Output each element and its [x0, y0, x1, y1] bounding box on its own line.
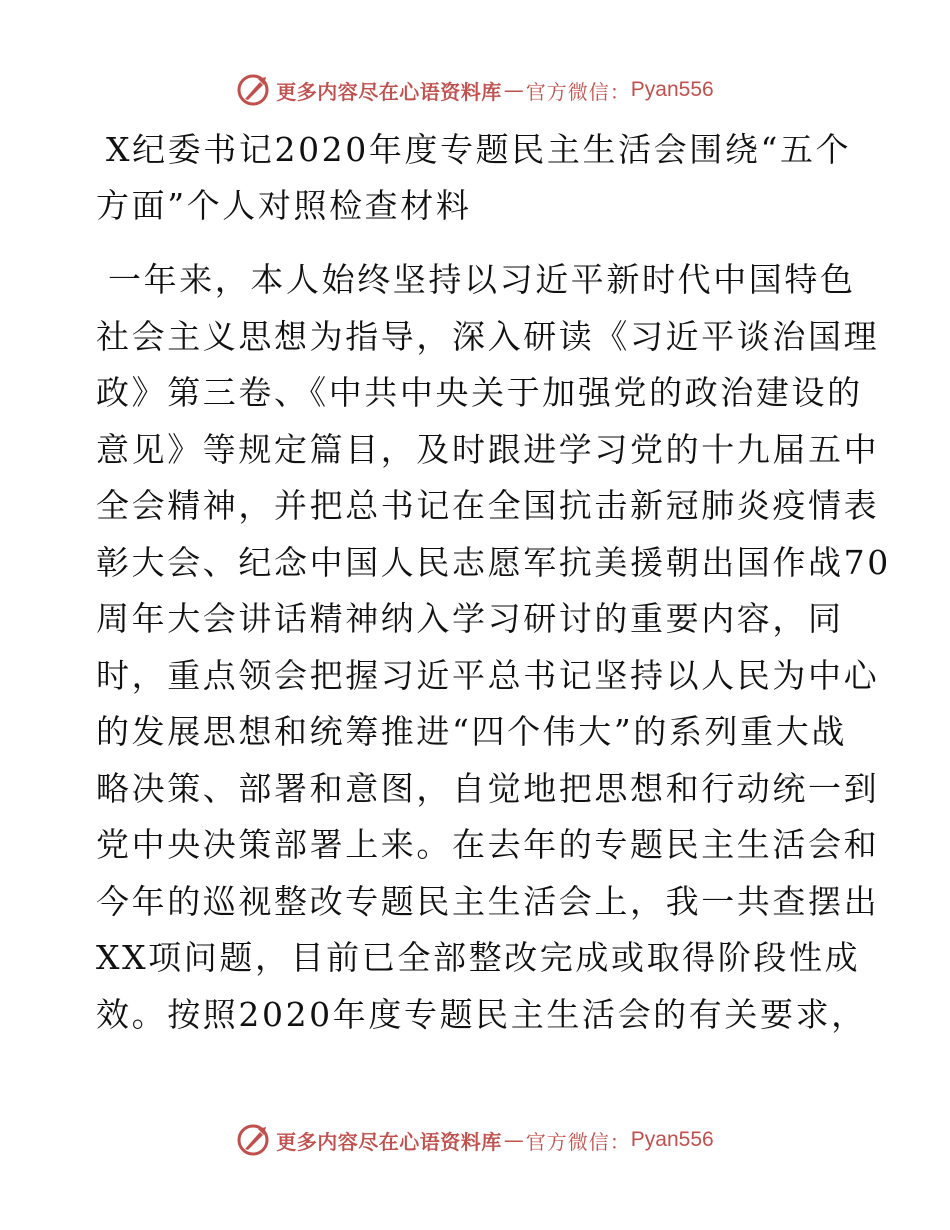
- body-line: XX项问题，目前已全部整改完成或取得阶段性成: [96, 938, 861, 977]
- watermark-separator: —: [503, 78, 524, 102]
- footer-watermark: [0, 1120, 950, 1160]
- body-paragraph: [96, 252, 891, 1043]
- watermark-main-text: 更多内容尽在心语资料库: [276, 79, 502, 104]
- body-line: 效。按照2020年度专题民主生活会的有关要求，: [96, 994, 867, 1034]
- watermark-separator: —: [503, 1128, 524, 1152]
- watermark-sub-text: 官方微信：: [525, 79, 631, 104]
- watermark-wechat-id: Pyan556: [630, 78, 714, 101]
- watermark-wechat-id: Pyan556: [630, 1128, 714, 1151]
- quill-logo-icon: [236, 1123, 270, 1157]
- document-title: [96, 122, 866, 234]
- body-line: 的发展思想和统筹推进“四个伟大”的系列重大战: [96, 712, 847, 751]
- title-line: X纪委书记2020年度专题民主生活会围绕“五个: [106, 130, 852, 169]
- body-line: 今年的巡视整改专题民主生活会上，我一共查摆出: [96, 881, 880, 921]
- body-line: 意见》等规定篇目，及时跟进学习党的十九届五中: [96, 429, 880, 469]
- body-line: 一年来，本人始终坚持以习近平新时代中国特色: [108, 260, 856, 299]
- body-line: 周年大会讲话精神纳入学习研讨的重要内容，同: [96, 599, 844, 638]
- header-watermark: [0, 70, 950, 110]
- watermark-sub-text: 官方微信：: [525, 1129, 631, 1154]
- body-line: 党中央决策部署上来。在去年的专题民主生活会和: [96, 825, 880, 864]
- title-line: 方面”个人对照检查材料: [96, 186, 472, 225]
- body-line: 社会主义思想为指导，深入研读《习近平谈治国理: [96, 316, 880, 356]
- document-content: [96, 122, 891, 1043]
- body-line: 时，重点领会把握习近平总书记坚持以人民为中心: [96, 655, 880, 695]
- body-line: 略决策、部署和意图，自觉地把思想和行动统一到: [96, 768, 880, 808]
- body-line: 全会精神，并把总书记在全国抗击新冠肺炎疫情表: [96, 486, 880, 525]
- watermark-main-text: 更多内容尽在心语资料库: [276, 1129, 502, 1154]
- body-line: 彰大会、纪念中国人民志愿军抗美援朝出国作战70: [96, 542, 891, 582]
- quill-logo-icon: [236, 73, 270, 107]
- body-line: 政》第三卷、《中共中央关于加强党的政治建设的: [96, 373, 863, 412]
